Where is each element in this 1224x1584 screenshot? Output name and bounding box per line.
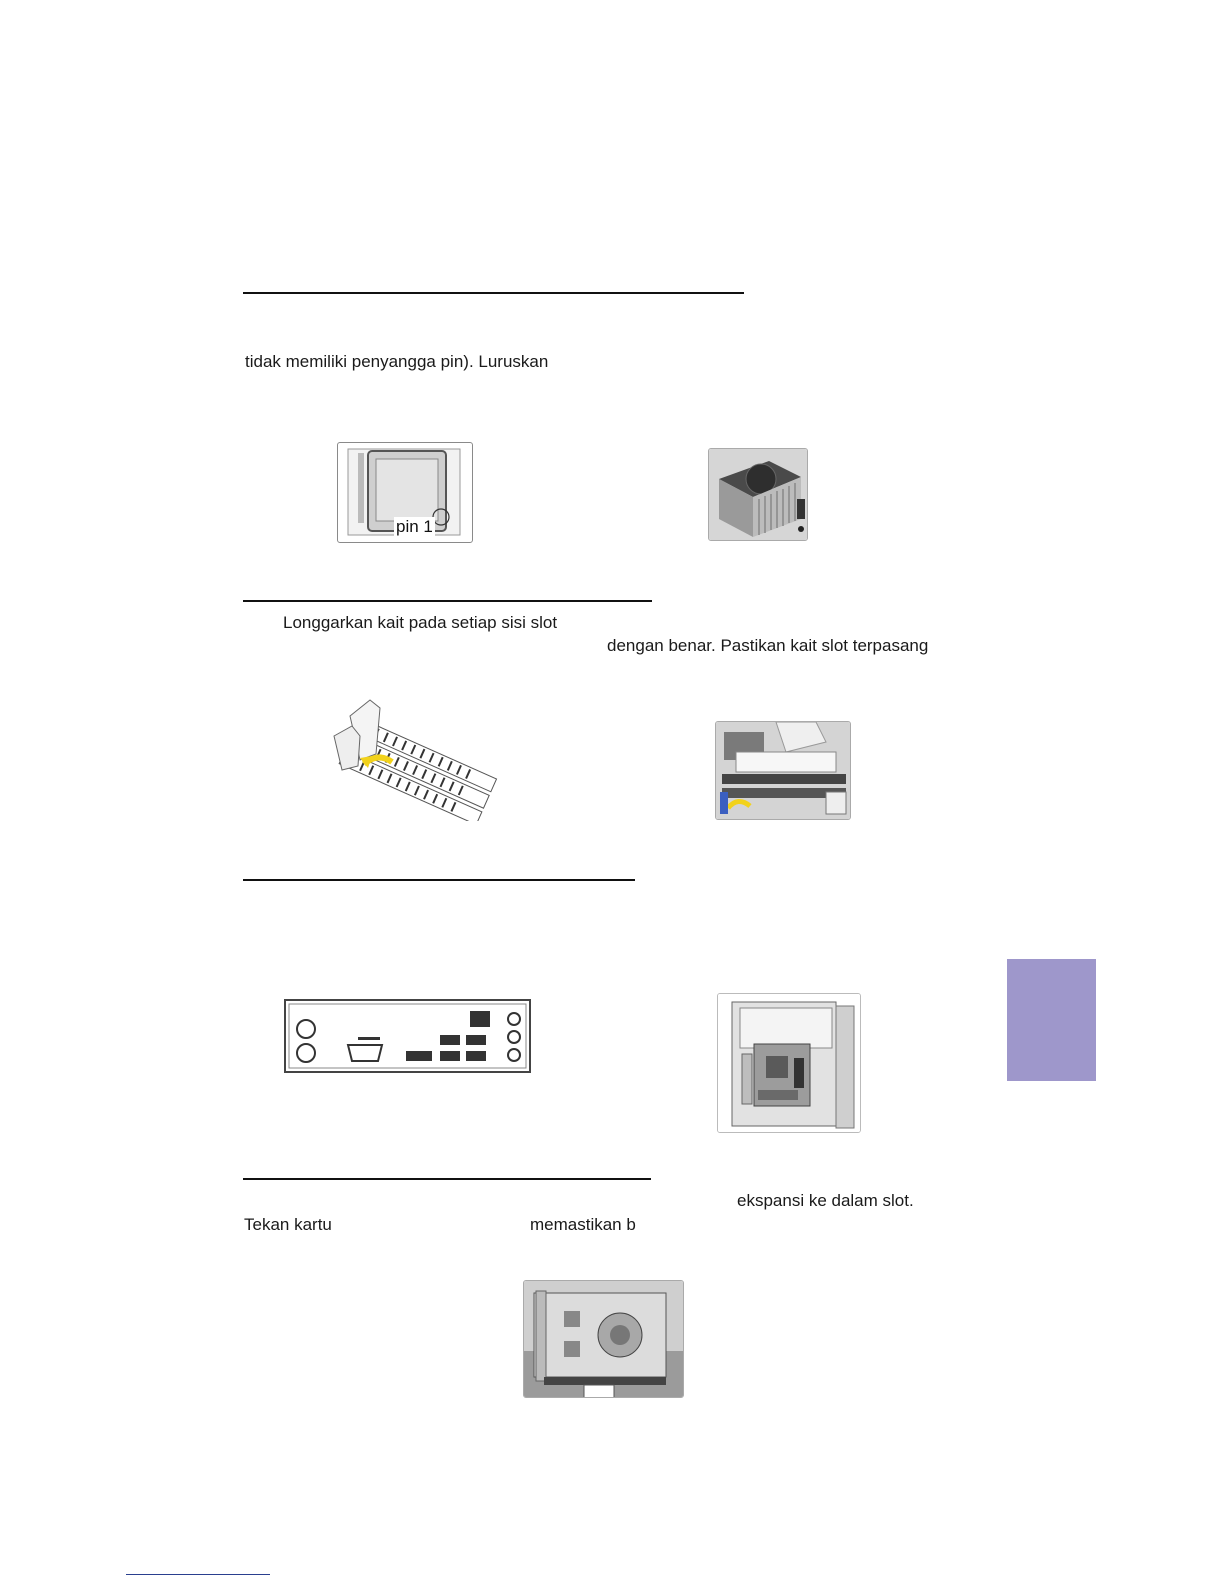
memory-instruction-line1: Longgarkan kait pada setiap sisi slot	[283, 613, 558, 632]
cpu-socket-figure	[337, 442, 473, 543]
expansion-instruction-line1: ekspansi ke dalam slot.	[737, 1191, 914, 1210]
cpu-instruction-text: tidak memiliki penyangga pin). Luruskan	[245, 352, 549, 371]
io-shield-figure	[284, 999, 531, 1073]
cpu-cooler-figure	[708, 448, 808, 541]
memory-instruction-line2: dengan benar. Pastikan kait slot terpasang	[607, 636, 929, 655]
memory-install-figure	[715, 721, 851, 820]
section-rule-expansion	[243, 1178, 651, 1180]
expansion-instruction-line2b: memastikan b	[530, 1215, 636, 1234]
pin1-label: pin 1	[396, 517, 433, 536]
expansion-card-figure	[523, 1280, 684, 1398]
section-rule-io	[243, 879, 635, 881]
section-rule-memory	[243, 600, 652, 602]
footer-line	[126, 1574, 270, 1575]
side-tab	[1007, 959, 1096, 1081]
case-install-figure	[717, 993, 861, 1133]
memory-slot-latch-figure	[330, 696, 500, 821]
section-rule-cpu	[243, 292, 744, 294]
expansion-instruction-line2a: Tekan kartu	[244, 1215, 332, 1234]
